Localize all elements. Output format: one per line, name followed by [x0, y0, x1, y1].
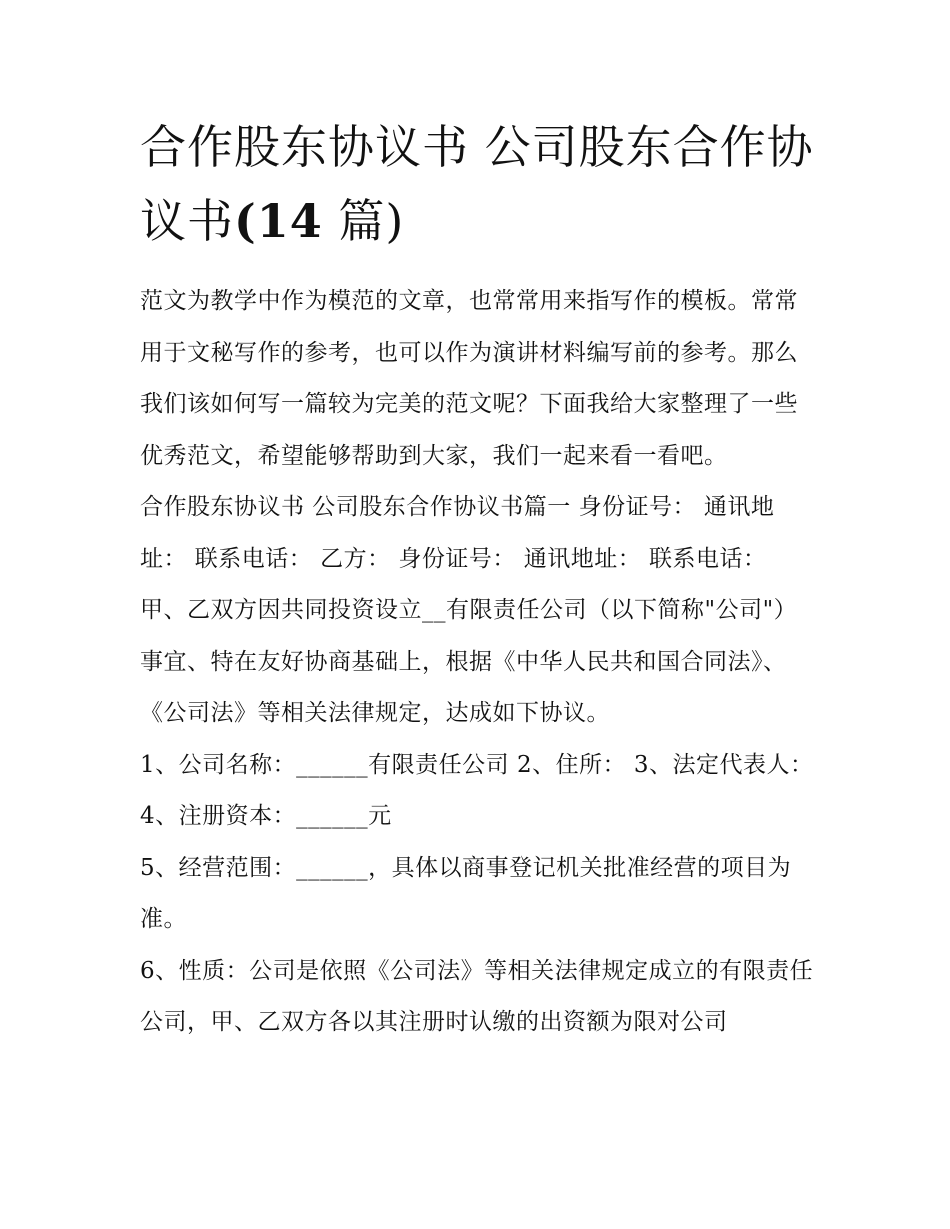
- clause-5-paragraph: 5、经营范围：______，具体以商事登记机关批准经营的项目为准。: [140, 854, 792, 932]
- clause-1-4-paragraph: 1、公司名称：______有限责任公司 2、住所： 3、法定代表人： 4、注册资本：______元: [140, 751, 814, 829]
- intro-paragraph: 范文为教学中作为模范的文章，也常常用来指写作的模板。常常用于文秘写作的参考，也可以作为演讲材料编写前的参考。那么我们该如何写一篇较为完美的范文呢？下面我给大家整理了一些优秀范文，希望能够帮助到大家，我们一起来看一看吧。: [140, 288, 798, 469]
- title-suffix: 篇): [322, 194, 405, 248]
- title-count: (14: [234, 194, 323, 248]
- agreement-parties-paragraph: 合作股东协议书 公司股东合作协议书篇一 身份证号： 通讯地址： 联系电话： 乙方： 身份证号： 通讯地址： 联系电话： 甲、乙双方因共同投资设立__有限责任公司（以下简称"公司"）事宜、特在友好协商基础上，根据《中华人民共和国合同法》、《公司法》等相关法律规定，达成如下协议。: [140, 494, 798, 726]
- document-title: [140, 110, 820, 258]
- document-page: [140, 110, 820, 1049]
- title-main: 合作股东协议书 公司股东合作协议书: [140, 120, 814, 248]
- clause-6-paragraph: 6、性质：公司是依照《公司法》等相关法律规定成立的有限责任公司，甲、乙双方各以其注册时认缴的出资额为限对公司: [140, 957, 814, 1035]
